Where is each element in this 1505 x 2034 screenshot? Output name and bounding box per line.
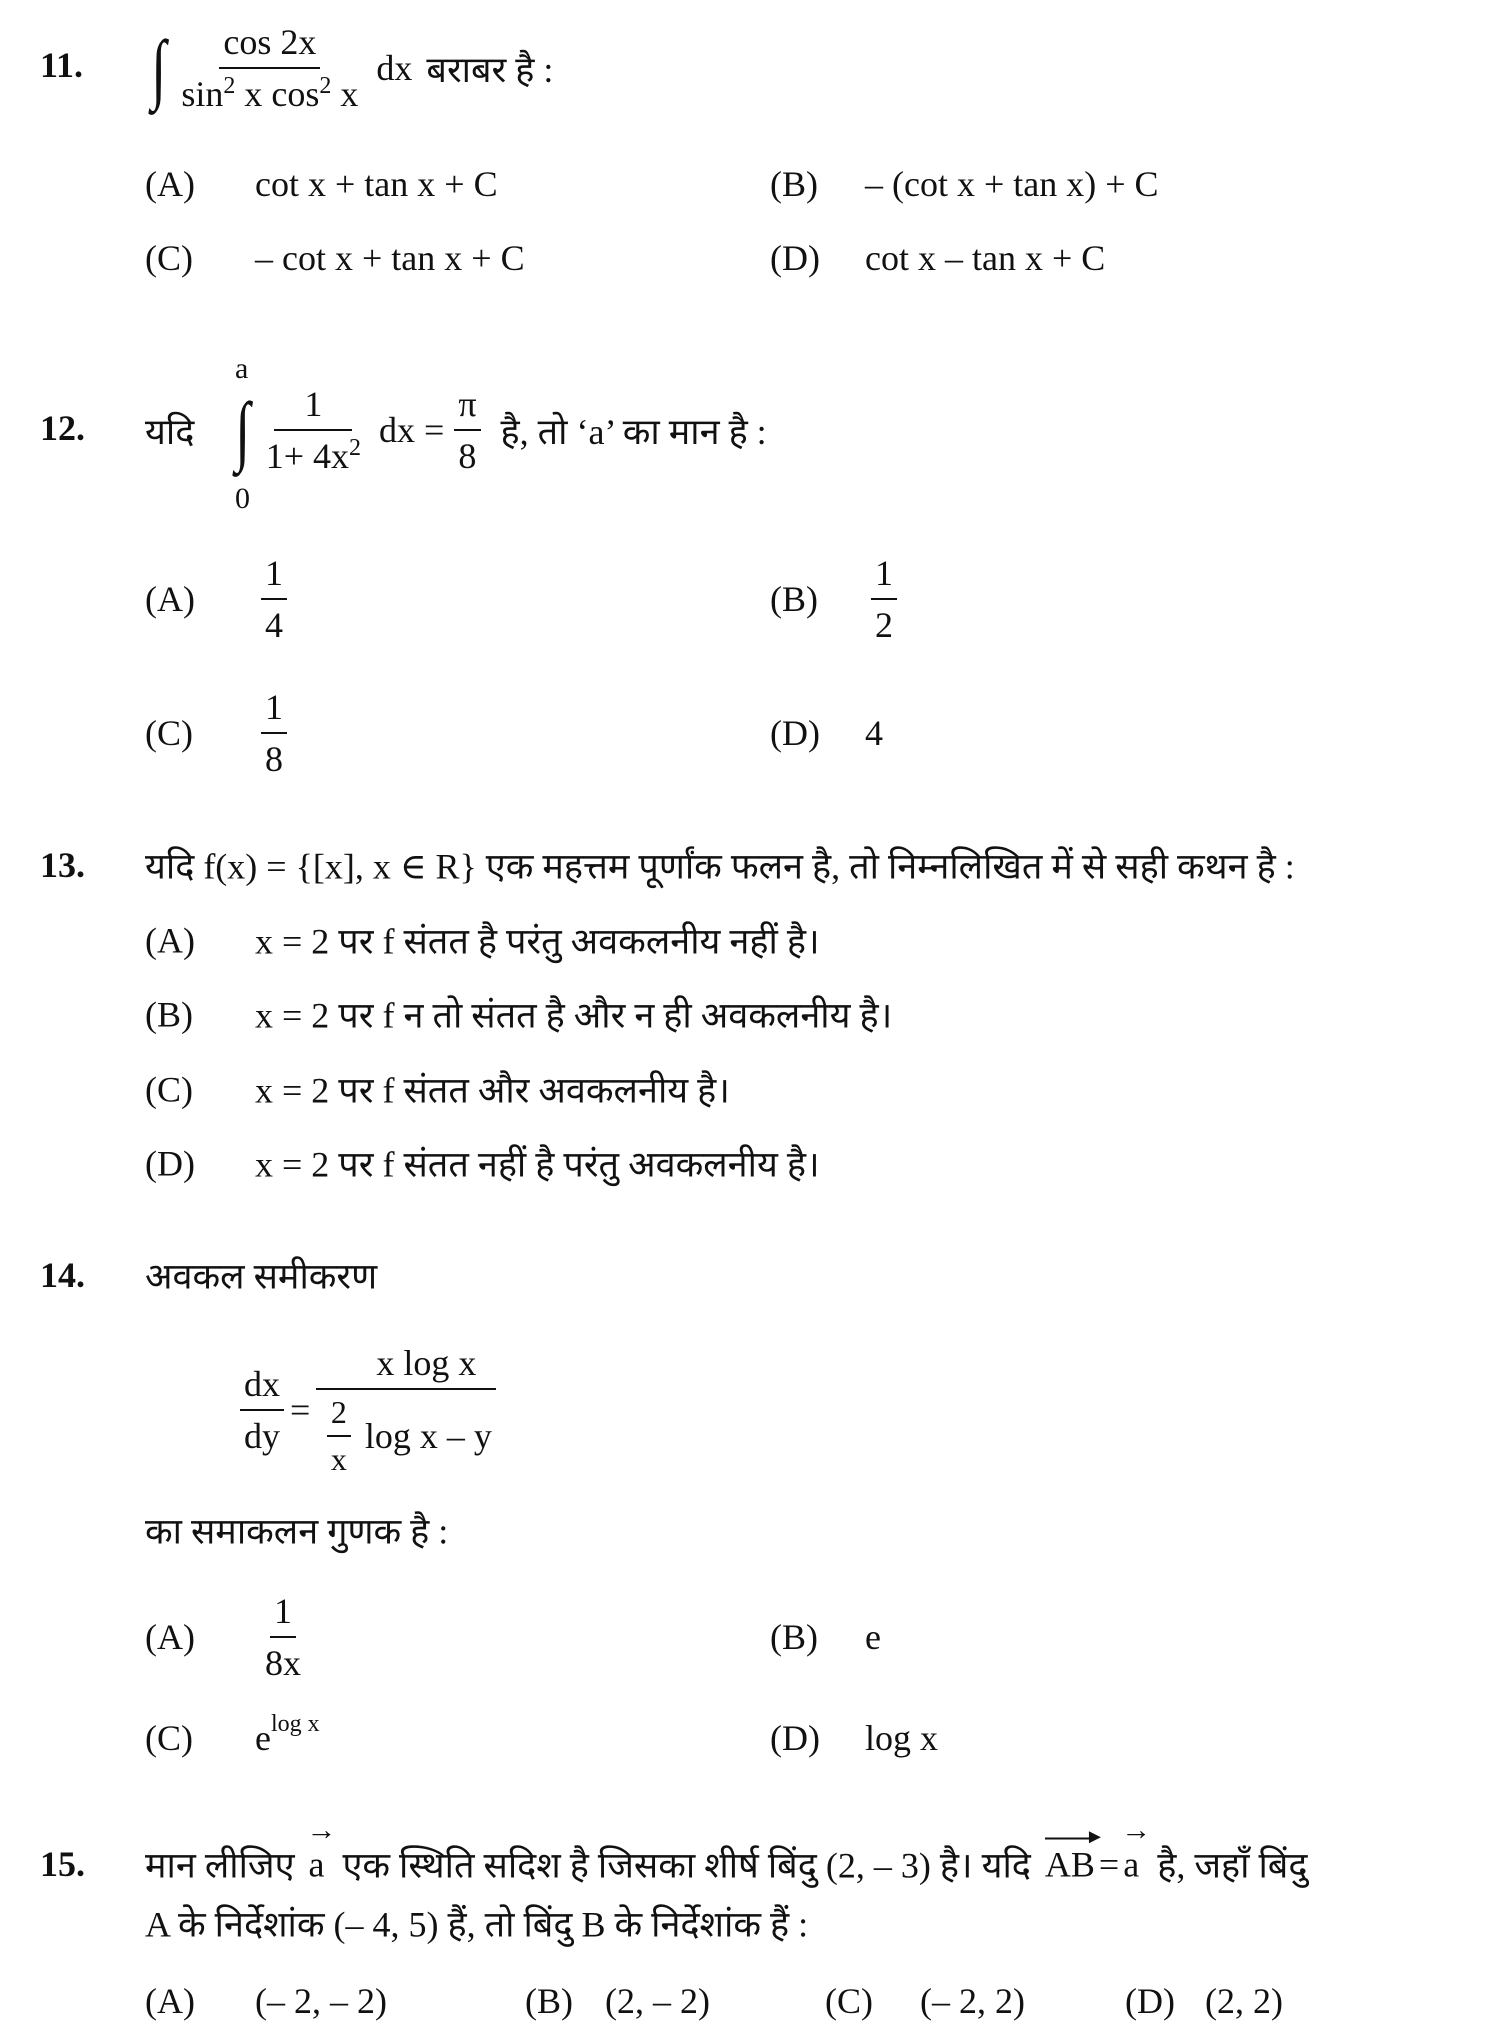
option-fraction — [261, 1590, 305, 1684]
option-c[interactable] — [145, 686, 293, 780]
option-label: (C) — [145, 1069, 193, 1109]
option-label: (C) — [145, 238, 193, 278]
upper-limit: a — [235, 352, 249, 385]
denominator: 8 — [265, 739, 283, 779]
option-text: x = 2 पर f न तो संतत है और न ही अवकलनीय है। — [255, 995, 893, 1036]
numerator: 2 — [327, 1394, 351, 1437]
option-label: (C) — [145, 1718, 193, 1758]
option-text: cot x + tan x + C — [255, 164, 498, 204]
option-d[interactable] — [770, 237, 1105, 279]
denominator — [177, 69, 362, 115]
denominator: dy — [244, 1416, 280, 1456]
option-label: (D) — [145, 1143, 195, 1183]
option-label: (B) — [770, 164, 818, 204]
denominator — [317, 1390, 496, 1478]
numerator: 1 — [274, 383, 352, 431]
option-text: x = 2 पर f संतत नहीं है परंतु अवकलनीय है। — [255, 1144, 820, 1185]
lhs-fraction — [240, 1363, 284, 1457]
question-text: है, तो ‘a’ का मान है : — [500, 411, 767, 452]
equals: = — [1098, 1844, 1120, 1884]
question-text: बराबर है : — [426, 49, 554, 90]
question-text: का समाकलन गुणक है : — [145, 1511, 449, 1552]
option-b[interactable] — [770, 552, 903, 646]
option-label: (A) — [145, 1617, 195, 1657]
differential-equation — [234, 1342, 502, 1478]
option-text: (– 2, 2) — [920, 1981, 1025, 2021]
option-text: x = 2 पर f संतत और अवकलनीय है। — [255, 1070, 730, 1111]
option-text: (2, – 2) — [605, 1981, 710, 2021]
exponent: log x — [270, 1710, 320, 1737]
option-label: (A) — [145, 920, 195, 960]
question-number: 13. — [40, 845, 85, 885]
dx: dx = — [379, 410, 445, 450]
denominator: 8 — [458, 436, 477, 476]
numerator: 1 — [871, 552, 897, 600]
question-text: अवकल समीकरण — [145, 1256, 378, 1297]
option-a[interactable] — [145, 163, 498, 205]
rhs-fraction — [316, 1342, 496, 1478]
lower-limit: 0 — [235, 482, 250, 515]
numerator: π — [454, 383, 480, 431]
den-part: sin — [181, 74, 224, 114]
option-label: (A) — [145, 1981, 195, 2021]
option-label: (C) — [145, 713, 193, 753]
den-part: x — [340, 74, 359, 114]
exponent: 2 — [319, 73, 332, 99]
option-label: (B) — [525, 1981, 573, 2021]
option-text: (2, 2) — [1205, 1981, 1283, 2021]
question-text: मान लीजिए — [145, 1845, 295, 1886]
question-11-stem — [148, 21, 553, 115]
denominator — [262, 431, 365, 477]
option-a[interactable] — [145, 1980, 387, 2022]
option-label: (B) — [770, 1617, 818, 1657]
integrand-fraction — [262, 383, 365, 477]
option-label: (C) — [825, 1981, 873, 2021]
numerator: x log x — [316, 1342, 496, 1390]
option-label: (D) — [770, 1718, 820, 1758]
option-fraction — [261, 686, 287, 780]
option-b[interactable] — [525, 1980, 710, 2022]
question-number: 12. — [40, 408, 85, 448]
denominator: x — [330, 1441, 347, 1477]
question-number: 11. — [40, 45, 84, 85]
question-text: एक स्थिति सदिश है जिसका शीर्ष बिंदु (2, – 3) है। यदि — [342, 1845, 1031, 1886]
option-text: x = 2 पर f संतत है परंतु अवकलनीय नहीं है। — [255, 921, 820, 962]
vector-a: → a — [1123, 1843, 1139, 1885]
exponent: 2 — [223, 73, 236, 99]
option-text: – cot x + tan x + C — [255, 238, 525, 278]
question-number: 14. — [40, 1255, 85, 1295]
option-text: e — [255, 1718, 271, 1758]
rhs-fraction — [454, 383, 480, 477]
option-fraction — [871, 552, 897, 646]
option-text: e — [865, 1617, 881, 1657]
option-label: (D) — [1125, 1981, 1175, 2021]
den-part: 1+ 4x — [265, 436, 350, 476]
exponent: 2 — [349, 435, 362, 461]
equals: = — [290, 1390, 311, 1430]
integral-sign: ∫ — [151, 24, 167, 111]
option-label: (B) — [145, 994, 193, 1034]
question-text: A के निर्देशांक (– 4, 5) हैं, तो बिंदु B के निर्देशांक हैं : — [145, 1904, 809, 1945]
inner-fraction — [327, 1394, 351, 1478]
option-d[interactable] — [770, 1717, 938, 1759]
option-d[interactable] — [1125, 1980, 1283, 2022]
option-c[interactable] — [825, 1980, 1025, 2022]
question-15-line-1 — [145, 1840, 1307, 1889]
option-text: cot x – tan x + C — [865, 238, 1106, 278]
option-text: (– 2, – 2) — [255, 1981, 387, 2021]
option-a[interactable] — [145, 916, 820, 965]
numerator: 1 — [261, 686, 287, 734]
den-part: log x – y — [364, 1416, 492, 1456]
option-label: (A) — [145, 579, 195, 619]
option-c[interactable] — [145, 1065, 730, 1114]
question-text: यदि — [145, 411, 195, 452]
option-b[interactable] — [145, 990, 892, 1039]
integrand-fraction — [177, 21, 362, 115]
question-12-stem — [145, 383, 767, 477]
option-label: (D) — [770, 238, 820, 278]
vector-ab: AB ▸ — [1045, 1843, 1095, 1885]
option-text: – (cot x + tan x) + C — [865, 164, 1159, 204]
numerator: dx — [240, 1363, 284, 1411]
den-part: x cos — [244, 74, 320, 114]
numerator: 1 — [270, 1590, 296, 1638]
denominator: 2 — [875, 605, 893, 645]
numerator: 1 — [261, 552, 287, 600]
vector-a: → a — [309, 1843, 325, 1885]
option-label: (B) — [770, 579, 818, 619]
option-label: (A) — [145, 164, 195, 204]
denominator: 4 — [265, 605, 283, 645]
option-b[interactable] — [770, 163, 1159, 205]
option-d[interactable] — [770, 712, 883, 754]
option-a[interactable] — [145, 1590, 311, 1684]
question-text: है, जहाँ बिंदु — [1157, 1845, 1308, 1886]
numerator: cos 2x — [219, 21, 320, 69]
question-text: यदि f(x) = {[x], x ∈ R} एक महत्तम पूर्णांक फलन है, तो निम्नलिखित में से सही कथन है : — [145, 846, 1295, 887]
dx: dx — [376, 48, 413, 88]
option-c[interactable] — [145, 1710, 320, 1759]
option-label: (D) — [770, 713, 820, 753]
option-text: log x — [865, 1718, 939, 1758]
integral-sign: ∫ — [235, 386, 251, 473]
option-b[interactable] — [770, 1616, 881, 1658]
question-number: 15. — [40, 1844, 85, 1884]
option-c[interactable] — [145, 237, 525, 279]
denominator: 8x — [265, 1643, 301, 1683]
option-d[interactable] — [145, 1139, 820, 1188]
option-fraction — [261, 552, 287, 646]
option-a[interactable] — [145, 552, 293, 646]
option-text: 4 — [865, 713, 883, 753]
